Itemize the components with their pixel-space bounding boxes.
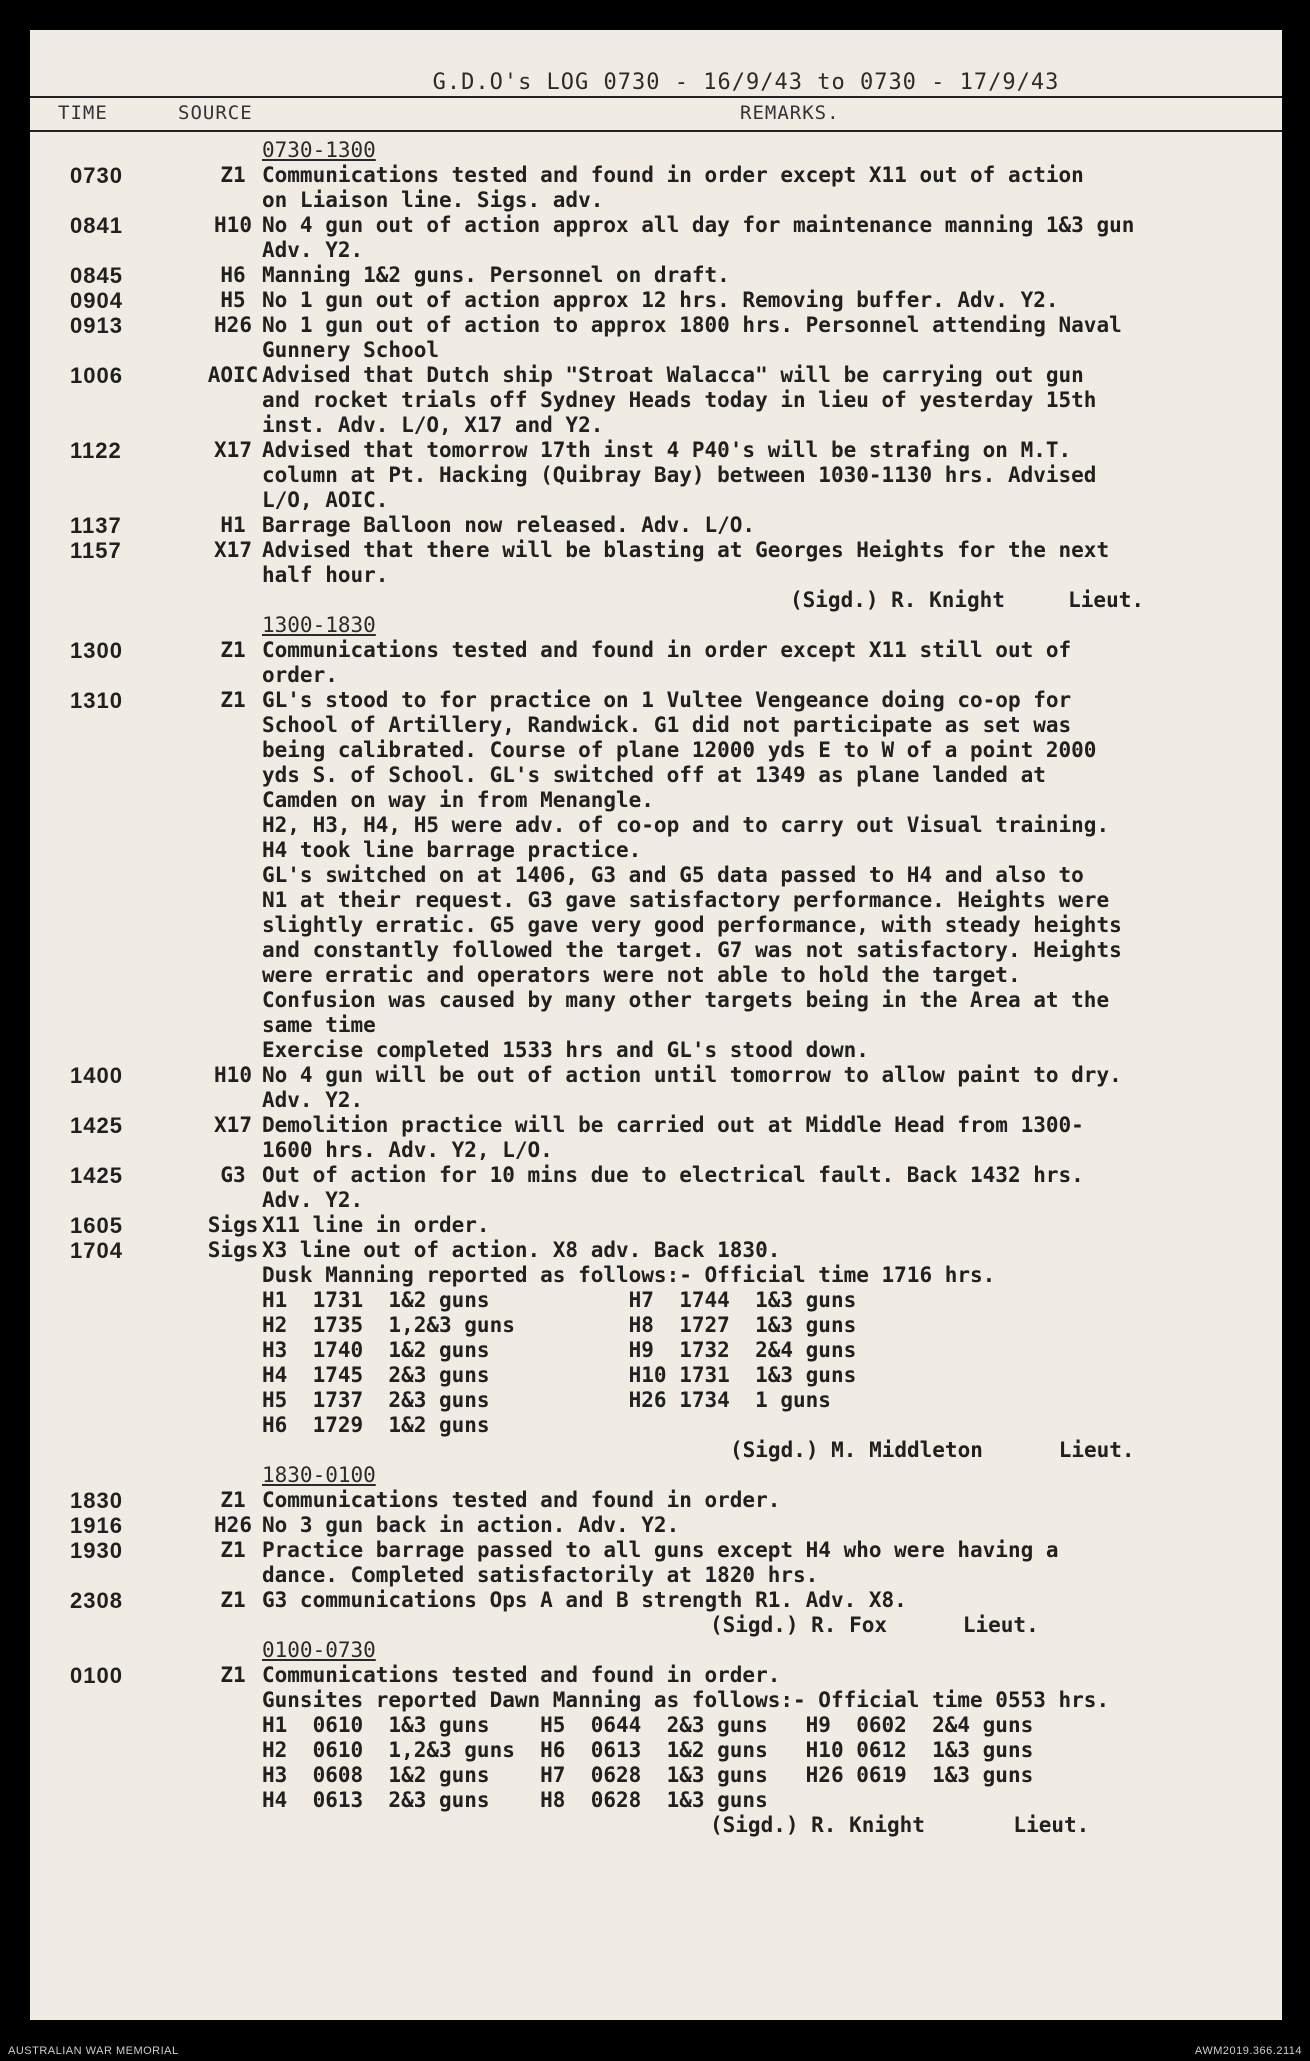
log-entry xyxy=(30,313,1282,363)
entry-time: 0845 xyxy=(70,263,123,288)
log-entry xyxy=(30,438,1282,513)
log-entry xyxy=(30,163,1282,213)
column-header-source: SOURCE xyxy=(178,102,253,124)
log-entry xyxy=(30,1513,1282,1538)
manning-row: H4 0613 2&3 guns H8 0628 1&3 guns xyxy=(262,1788,768,1812)
manning-row: H1 1731 1&2 guns H7 1744 1&3 guns xyxy=(262,1288,857,1312)
manning-row: H5 1737 2&3 guns H26 1734 1 guns xyxy=(262,1388,831,1412)
entry-source: Z1 xyxy=(220,1663,246,1687)
signature: (Sigd.) R. Fox Lieut. xyxy=(710,1613,1039,1637)
entry-remarks: Advised that there will be blasting at Georges Heights for the next half hour. xyxy=(262,538,1110,587)
entry-time: 1157 xyxy=(70,538,122,563)
signature: (Sigd.) R. Knight Lieut. xyxy=(710,1813,1090,1837)
manning-table xyxy=(262,1288,1282,1438)
entry-time: 1006 xyxy=(70,363,123,388)
entry-time: 1425 xyxy=(70,1113,123,1138)
entry-remarks: G3 communications Ops A and B strength R1. Adv. X8. xyxy=(262,1588,907,1612)
log-entry xyxy=(30,1213,1282,1238)
log-entry xyxy=(30,263,1282,288)
manning-row: H2 1735 1,2&3 guns H8 1727 1&3 guns xyxy=(262,1313,857,1337)
entry-time: 1400 xyxy=(70,1063,123,1088)
entry-time: 2308 xyxy=(70,1588,123,1613)
log-entry xyxy=(30,1163,1282,1213)
signature: (Sigd.) M. Middleton Lieut. xyxy=(730,1438,1135,1462)
entry-source: H10 xyxy=(214,213,252,237)
period-heading: 1830-0100 xyxy=(262,1463,376,1487)
footer-reference: AWM2019.366.2114 xyxy=(1194,2045,1302,2057)
entry-remarks: Out of action for 10 mins due to electrical fault. Back 1432 hrs. Adv. Y2. xyxy=(262,1163,1084,1212)
entry-time: 0913 xyxy=(70,313,123,338)
entry-source: Z1 xyxy=(220,688,246,712)
log-body xyxy=(30,138,1282,1838)
entry-source: X17 xyxy=(214,538,252,562)
entry-remarks: Manning 1&2 guns. Personnel on draft. xyxy=(262,263,730,287)
log-entry xyxy=(30,638,1282,688)
log-entry xyxy=(30,1113,1282,1163)
entry-time: 1122 xyxy=(70,438,122,463)
entry-source: H26 xyxy=(214,1513,252,1537)
header-rule-top xyxy=(30,96,1282,98)
entry-time: 1930 xyxy=(70,1538,123,1563)
entry-source: H10 xyxy=(214,1063,252,1087)
entry-time: 0841 xyxy=(70,213,123,238)
entry-time: 0730 xyxy=(70,163,123,188)
manning-table xyxy=(262,1713,1282,1813)
entry-remarks: No 4 gun out of action approx all day for maintenance manning 1&3 gun Adv. Y2. xyxy=(262,213,1135,262)
log-entry xyxy=(30,363,1282,438)
entry-remarks: No 1 gun out of action approx 12 hrs. Removing buffer. Adv. Y2. xyxy=(262,288,1059,312)
manning-row: H3 0608 1&2 guns H7 0628 1&3 guns H26 0619 1&3 guns xyxy=(262,1763,1034,1787)
entry-source: X17 xyxy=(214,1113,252,1137)
manning-row: H4 1745 2&3 guns H10 1731 1&3 guns xyxy=(262,1363,857,1387)
entry-remarks: X11 line in order. xyxy=(262,1213,490,1237)
period-heading: 0730-1300 xyxy=(262,138,376,162)
signature: (Sigd.) R. Knight Lieut. xyxy=(790,588,1145,612)
entry-source: Z1 xyxy=(220,1488,246,1512)
entry-time: 1425 xyxy=(70,1163,123,1188)
entry-time: 1300 xyxy=(70,638,123,663)
entry-source: AOIC xyxy=(207,363,259,387)
period-heading: 1300-1830 xyxy=(262,613,376,637)
entry-remarks: Communications tested and found in order. Gunsites reported Dawn Manning as follows:- Official time 0553 hrs. xyxy=(262,1663,1110,1712)
entry-remarks: No 3 gun back in action. Adv. Y2. xyxy=(262,1513,680,1537)
log-entry xyxy=(30,1588,1282,1613)
entry-time: 0100 xyxy=(70,1663,123,1688)
column-header-time: TIME xyxy=(58,102,108,124)
entry-time: 1137 xyxy=(70,513,122,538)
document-page xyxy=(30,30,1282,2020)
entry-time: 1704 xyxy=(70,1238,123,1263)
entry-remarks: Advised that tomorrow 17th inst 4 P40's will be strafing on M.T. column at Pt. Hacking (Quibray Bay) between 1030-1130 hrs. Advised L/O, AOIC. xyxy=(262,438,1097,512)
log-entry xyxy=(30,1238,1282,1288)
entry-remarks: No 4 gun will be out of action until tomorrow to allow paint to dry. Adv. Y2. xyxy=(262,1063,1122,1112)
manning-row: H1 0610 1&3 guns H5 0644 2&3 guns H9 0602 2&4 guns xyxy=(262,1713,1034,1737)
entry-source: H5 xyxy=(220,288,246,312)
log-entry xyxy=(30,288,1282,313)
manning-row: H6 1729 1&2 guns xyxy=(262,1413,490,1437)
log-entry xyxy=(30,513,1282,538)
manning-row: H3 1740 1&2 guns H9 1732 2&4 guns xyxy=(262,1338,857,1362)
entry-source: Z1 xyxy=(220,1588,246,1612)
entry-source: H6 xyxy=(220,263,246,287)
log-entry xyxy=(30,213,1282,263)
entry-time: 1916 xyxy=(70,1513,123,1538)
log-entry xyxy=(30,1538,1282,1588)
entry-time: 1830 xyxy=(70,1488,123,1513)
entry-remarks: Demolition practice will be carried out at Middle Head from 1300- 1600 hrs. Adv. Y2, L/O. xyxy=(262,1113,1084,1162)
entry-remarks: Communications tested and found in order except X11 still out of order. xyxy=(262,638,1072,687)
entry-source: H26 xyxy=(214,313,252,337)
column-header-remarks: REMARKS. xyxy=(740,102,840,124)
entry-source: Sigs xyxy=(207,1238,259,1262)
log-entry xyxy=(30,688,1282,1063)
entry-source: X17 xyxy=(214,438,252,462)
entry-source: Z1 xyxy=(220,638,246,662)
entry-remarks: Practice barrage passed to all guns except H4 who were having a dance. Completed satisfactorily at 1820 hrs. xyxy=(262,1538,1059,1587)
entry-remarks: X3 line out of action. X8 adv. Back 1830. Dusk Manning reported as follows:- Official time 1716 hrs. xyxy=(262,1238,996,1287)
entry-remarks: Communications tested and found in order. xyxy=(262,1488,781,1512)
entry-time: 1310 xyxy=(70,688,123,713)
entry-remarks: Communications tested and found in order except X11 out of action on Liaison line. Sigs. adv. xyxy=(262,163,1084,212)
entry-remarks: No 1 gun out of action to approx 1800 hrs. Personnel attending Naval Gunnery School xyxy=(262,313,1122,362)
entry-source: G3 xyxy=(220,1163,246,1187)
entry-remarks: Advised that Dutch ship "Stroat Walacca" will be carrying out gun and rocket trials off Sydney Heads today in lieu of yesterday 15th inst. Adv. L/O, X17 and Y2. xyxy=(262,363,1097,437)
manning-row: H2 0610 1,2&3 guns H6 0613 1&2 guns H10 0612 1&3 guns xyxy=(262,1738,1034,1762)
entry-source: Sigs xyxy=(207,1213,259,1237)
entry-source: Z1 xyxy=(220,1538,246,1562)
log-entry xyxy=(30,1488,1282,1513)
header-rule-bottom xyxy=(30,130,1282,132)
entry-remarks: GL's stood to for practice on 1 Vultee Vengeance doing co-op for School of Artillery, Randwick. G1 did not participate as set was being calibrated. Course of plane 12000 yds E to W of a point 2000 yds S. of School. GL's switched off at 1349 as plane landed at Camden on way in from Menangle. H2, H3, H4, H5 were adv. of co-op and to carry out Visual training. H4 took line barrage practice. GL's switched on at 1406, G3 and G5 data passed to H4 and also to N1 at their request. G3 gave satisfactory performance. Heights were slightly erratic. G5 gave very good performance, with steady heights and constantly followed the target. G7 was not satisfactory. Heights were erratic and operators were not able to hold the target. Confusion was caused by many other targets being in the Area at the same time Exercise completed 1533 hrs and GL's stood down. xyxy=(262,688,1122,1062)
entry-remarks: Barrage Balloon now released. Adv. L/O. xyxy=(262,513,756,537)
entry-source: H1 xyxy=(220,513,246,537)
document-title: G.D.O's LOG 0730 - 16/9/43 to 0730 - 17/9/43 xyxy=(432,70,1060,95)
footer-collection: AUSTRALIAN WAR MEMORIAL xyxy=(8,2045,179,2057)
log-entry xyxy=(30,1663,1282,1713)
entry-source: Z1 xyxy=(220,163,246,187)
log-entry xyxy=(30,1063,1282,1113)
entry-time: 1605 xyxy=(70,1213,123,1238)
entry-time: 0904 xyxy=(70,288,123,313)
period-heading: 0100-0730 xyxy=(262,1638,376,1662)
log-entry xyxy=(30,538,1282,588)
